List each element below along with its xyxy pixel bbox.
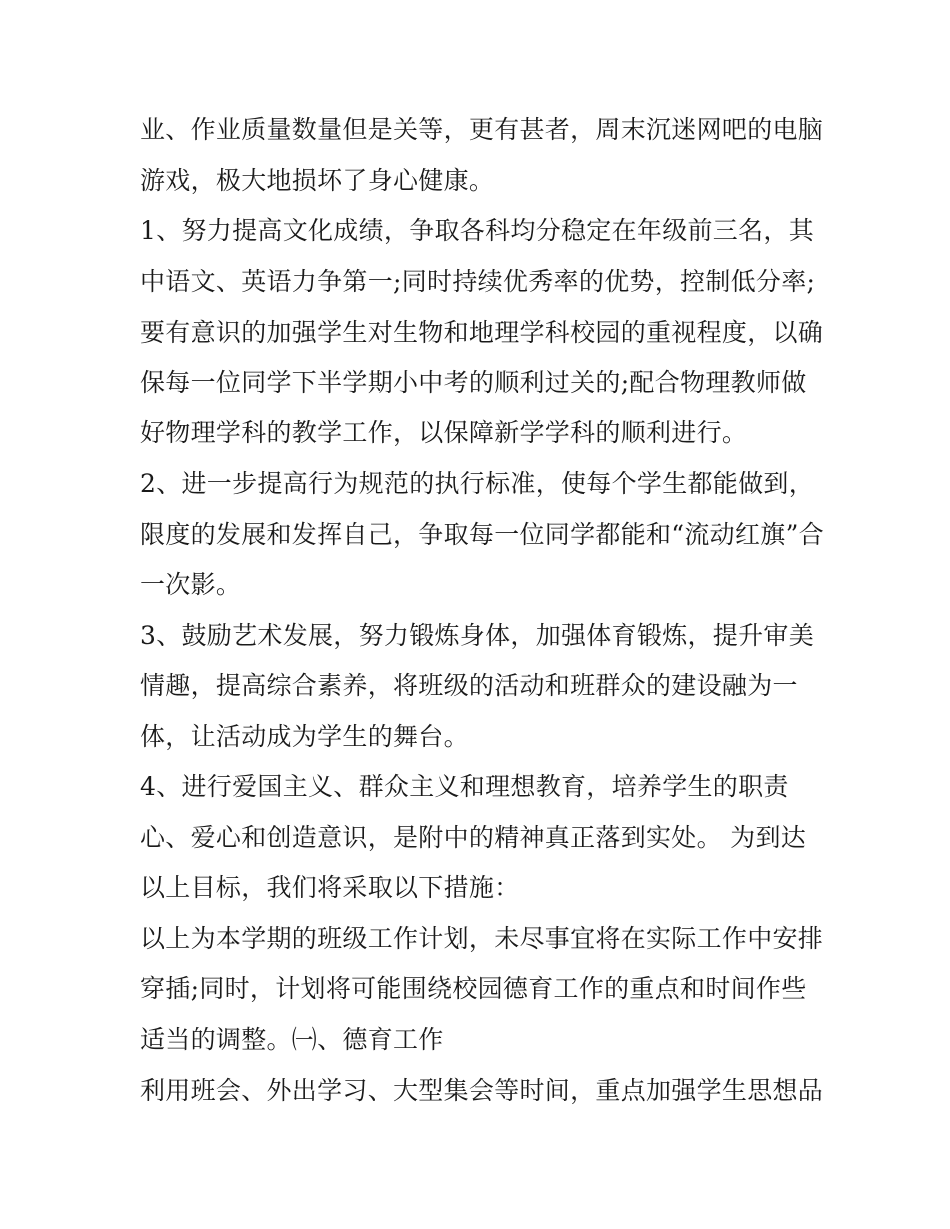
text-line: 以上目标，我们将采取以下措施： — [140, 873, 520, 902]
text-line: 保每一位同学下半学期小中考的顺利过关的;配合物理教师做 — [140, 368, 807, 397]
text-line: 穿插;同时，计划将可能围绕校园德育工作的重点和时间作些 — [140, 974, 807, 1003]
text-line: 1、努力提高文化成绩，争取各科均分稳定在年级前三名，其 — [140, 216, 815, 245]
text-line: 以上为本学期的班级工作计划，未尽事宜将在实际工作中安排 — [140, 924, 824, 953]
text-line: 3、鼓励艺术发展，努力锻炼身体，加强体育锻炼，提升审美 — [140, 621, 815, 650]
text-line: 业、作业质量数量但是关等，更有甚者，周末沉迷网吧的电脑 — [140, 115, 824, 144]
text-line: 2、进一步提高行为规范的执行标准，使每个学生都能做到， — [140, 469, 815, 498]
text-line: 游戏，极大地损坏了身心健康。 — [140, 166, 495, 195]
text-line: 体，让活动成为学生的舞台。 — [140, 722, 469, 751]
text-line: 心、爱心和创造意识，是附中的精神真正落到实处。 为到达 — [140, 823, 807, 852]
text-line: 好物理学科的教学工作，以保障新学学科的顺利进行。 — [140, 418, 748, 447]
text-line: 4、进行爱国主义、群众主义和理想教育，培养学生的职责 — [140, 772, 789, 801]
text-line: 利用班会、外出学习、大型集会等时间，重点加强学生思想品 — [140, 1076, 824, 1105]
text-line: 中语文、英语力争第一;同时持续优秀率的优势，控制低分率; — [140, 267, 816, 296]
text-line: 适当的调整。㈠、德育工作 — [140, 1025, 444, 1054]
text-line: 情趣，提高综合素养，将班级的活动和班群众的建设融为一 — [140, 671, 798, 700]
text-line: 一次影。 — [140, 570, 242, 599]
text-line: 要有意识的加强学生对生物和地理学科校园的重视程度，以确 — [140, 318, 824, 347]
text-line: 限度的发展和发挥自己，争取每一位同学都能和“流动红旗”合 — [140, 520, 824, 549]
